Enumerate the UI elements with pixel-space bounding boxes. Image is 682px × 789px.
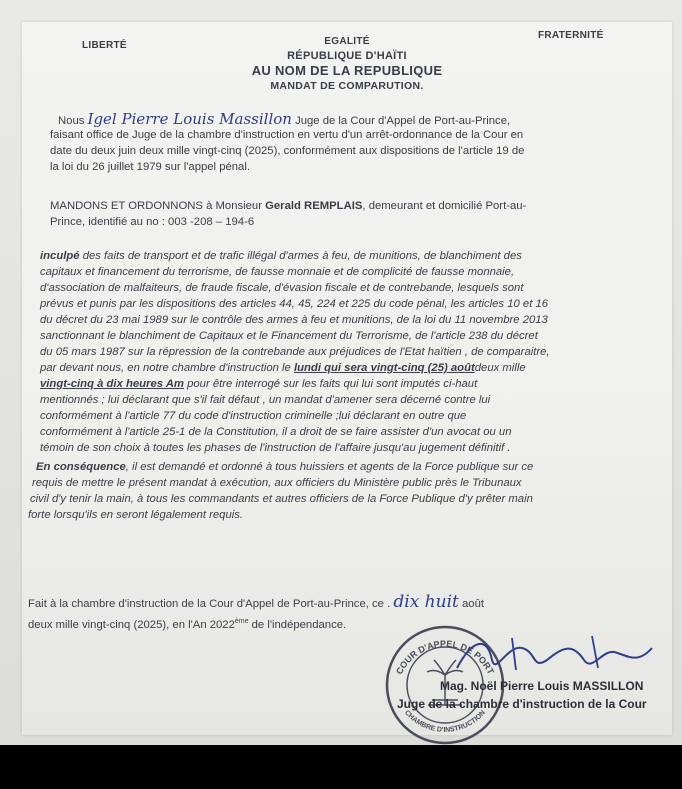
black-footer-bar (0, 745, 682, 789)
para1-line1 (58, 112, 510, 130)
para3-line7: du 05 mars 1987 sur la répression de la contrebande aux préjudices de l'Etat haïtien , de comparaitre, (40, 346, 550, 358)
hearing-time: vingt-cinq à dix heures Am (40, 378, 184, 390)
para3-line10: mentionnés ; lui déclarant que s'il fait défaut , un mandat d'amener sera décerné contre lui (40, 394, 491, 406)
accused-name: Gerald REMPLAIS (265, 200, 363, 212)
para2-line1-a: MANDONS ET ORDONNONS à Monsieur (50, 200, 262, 212)
para1-line4: la loi du 26 juillet 1979 sur l'appel pénal. (50, 161, 250, 173)
para3-line11: conformément à l'article 77 du code d'instruction criminelle ;lui déclarant en outre que (40, 410, 467, 422)
para3-line4: prévus et punis par les dispositions des articles 44, 45, 224 et 225 du code pénal, les articles 10 et 16 (40, 298, 549, 310)
para5-line2 (28, 614, 346, 633)
para1-line1-rest: Juge de la Cour d'Appel de Port-au-Prince, (295, 115, 511, 127)
judge-title-line: Juge de la chambre d'instruction de la Cour (397, 697, 647, 711)
seal-ring-top-text: COUR D'APPEL DE PORT (394, 638, 496, 676)
judge-signature (452, 630, 662, 678)
para3-line9 (40, 377, 477, 393)
handwritten-day: dix huit (393, 592, 459, 612)
header-republic: RÉPUBLIQUE D'HAÏTI (287, 50, 407, 62)
para4-line1-rest: , il est demandé et ordonné à tous huissiers et agents de la Force publique sur ce (125, 461, 534, 473)
para3-line3: d'association de malfaiteurs, de fraude fiscale, d'évasion fiscale et de contrebande, lesquels sont (40, 282, 524, 294)
para3-inculpe: inculpé (40, 250, 80, 262)
header-au-nom: AU NOM DE LA REPUBLIQUE (251, 63, 443, 78)
para3-line1 (40, 249, 522, 265)
para3-line8 (40, 361, 526, 377)
para5-line1-b: août (462, 598, 484, 610)
para2-line1-b: , demeurant et domicilié Port-au- (362, 200, 527, 212)
header-fraternite: FRATERNITÉ (538, 30, 604, 41)
para3-line1-rest: des faits de transport et de trafic illégal d'armes à feu, de munitions, de blanchiment des (82, 250, 522, 262)
para1-line3: date du deux juin deux mille vingt-cinq (2025), conformément aux dispositions de l'article 19 de (50, 145, 525, 157)
para3-line6: sanctionnant le blanchiment de Capitaux et le Financement du Terrorisme, de l'article 238 du décret (40, 330, 538, 342)
para3-line12: conformément à l'article 25-1 de la Constitution, il a droit de se faire assister d'un avocat ou un (40, 426, 512, 438)
para3-line8-a: par devant nous, en notre chambre d'instruction le (40, 362, 291, 374)
para4-consequence: En conséquence (36, 461, 126, 473)
para4-line3: civil d'y tenir la main, à tous les commandants et autres officiers de la Force Publique d'y prêter main (30, 493, 533, 505)
para1-nous: Nous (58, 115, 85, 127)
handwritten-judge-name: Igel Pierre Louis Massillon (87, 110, 292, 128)
para2-line1 (50, 199, 526, 215)
header-egalite: EGALITÉ (324, 36, 370, 47)
para5-superscript: ème (234, 618, 249, 625)
para1-line2: faisant office de Juge de la chambre d'instruction en vertu d'un arrêt-ordonnance de la Cour en (50, 129, 524, 141)
header-liberte: LIBERTÉ (82, 40, 127, 51)
hearing-date: lundi qui sera vingt-cinq (25) août (293, 362, 475, 374)
judge-name-line: Mag. Noël Pierre Louis MASSILLON (440, 679, 644, 693)
para3-line5: du décret du 23 mai 1989 sur le contrôle des armes à feu et munitions, de la loi du 11 novembre 2013 (40, 314, 548, 326)
para2-line2: Prince, identifié au no : 003 -208 – 194-6 (50, 216, 255, 228)
para3-line2: capitaux et financement du terrorisme, de fausse monnaie et de complicité de fausse monnaie, (40, 266, 515, 278)
para5-line1-a: Fait à la chambre d'instruction de la Cour d'Appel de Port-au-Prince, ce . (28, 598, 391, 610)
document-title: MANDAT DE COMPARUTION. (270, 80, 424, 92)
para5-line1 (28, 592, 484, 613)
para3-line9-rest: pour être interrogé sur les faits qui lui sont imputés ci-haut (187, 378, 478, 390)
para4-line2: requis de mettre le présent mandat à exécution, aux officiers du Ministère public près le Tribunaux (32, 477, 522, 489)
para3-line8-b: deux mille (474, 362, 526, 374)
seal-ring-bottom-text: CHAMBRE D'INSTRUCTION (403, 709, 487, 734)
para3-line13: témoin de son choix à toutes les phases de l'instruction de l'affaire jusqu'au jugement définitif . (40, 442, 511, 454)
para4-line4: forte lorsqu'ils en seront légalement requis. (28, 509, 244, 521)
para5-line2-b: de l'indépendance. (251, 618, 347, 631)
para4-line1 (36, 460, 533, 476)
para5-line2-a: deux mille vingt-cinq (2025), en l'An 2022 (28, 618, 235, 631)
